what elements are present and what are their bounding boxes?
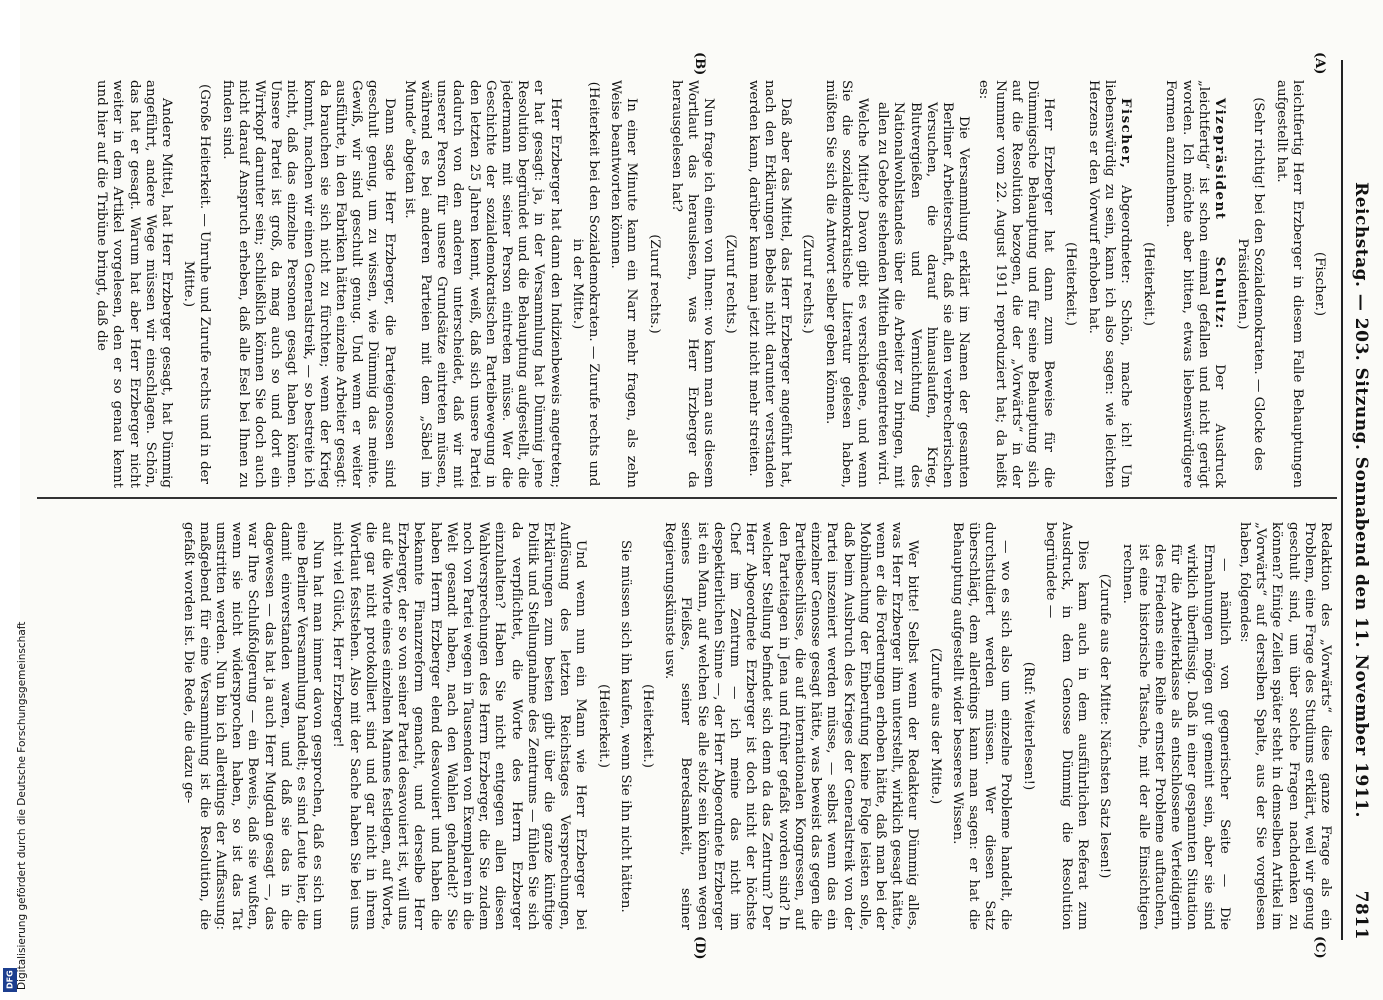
paragraph <box>975 80 1056 488</box>
paragraph-text: (Ruf: Weiterlesen!) <box>1020 661 1036 791</box>
paragraph <box>1096 522 1112 930</box>
paragraph-text: (Fischer.) <box>1312 251 1327 317</box>
paragraph-text: Dies kam auch in dem ausführlichen Referat zum Ausdruck, in dem Genosse Dümmig die Resolution begründete — <box>1042 522 1091 930</box>
paragraph-text: Die Versammlung erklärt im Namen der gesamten Berliner Arbeiterschaft, daß sie allen verbrecherischen Versuchen, die darauf hinauslaufen, Krieg, Blutvergießen und Vernichtung des Nationalwohlstandes über die Arbeiter zu bringen, mit allen zu Gebote stehenden Mitteln entgegentreten wird. <box>875 102 972 488</box>
paragraph-text: (Zuruf rechts.) <box>723 234 739 334</box>
footer-credit-bar <box>0 0 28 1000</box>
paragraph <box>401 80 563 488</box>
paragraph <box>1042 522 1091 930</box>
paragraph-text: (Heiterkeit.) <box>640 684 656 768</box>
paragraph <box>617 522 633 930</box>
paragraph <box>218 80 396 488</box>
paragraph <box>594 522 610 930</box>
paragraph <box>949 522 1014 930</box>
right-text-column <box>43 522 1333 930</box>
page-header <box>1345 60 1371 940</box>
paragraph <box>93 80 174 488</box>
speaker-name: Vizepräsident Schultz: <box>1211 98 1228 330</box>
paragraph-text: (Zurufe aus der Mitte.) <box>927 647 943 805</box>
paragraph-text: Der Ausdruck „leichtfertig“ ist schon einmal gefallen und nicht gerügt worden. Ich möchte aber bitten, etwas liebenswürdigere Formen anzunehmen. <box>1163 80 1227 488</box>
paragraph-text: leichtfertig Herr Erzberger in diesem Falle Behauptungen aufgestellt hat. <box>1273 80 1305 488</box>
paragraph-text: Wer bitte! Selbst wenn der Redakteur Dümmig alles, was Herr Erzberger ihm unterstellt, wirklich gesagt hätte, wenn er die Forderungen erhoben hätte, daß man bei der Mobilmachung der Einberufung keine Folge leisten solle, daß beim Ausbruch des Krieges der Generalstreik von der Partei inszeniert werden müsse, — selbst wenn das ein einzelner Genosse gesagt hätte, was beweist das gegen die Parteibeschlüsse, die auf internationalen Kongressen, auf den Parteitagen in Jena und früher gefaßt worden sind? In welcher Stellung befindet sich denn da das Zentrum? Der Herr Abgeordnete Erzberger ist doch nicht der höchste Chef im Zentrum — ich meine das nicht im despektierlichen Sinne —, der Herr Abgeordnete Erzberger ist ein Mann, auf welchen Sie alle stolz sein können wegen seines Fleißes, seiner Beredsamkeit, seiner Regierungskünste usw. <box>662 522 921 930</box>
margin-marker-d: (D) <box>692 936 707 960</box>
paragraph-text: Welche Mittel? Davon gibt es verschiedene, und wenn Sie die sozialdemokratische Literatur gelesen haben, müßten Sie sich die Antwort selber geben können. <box>822 80 870 488</box>
paragraph-text: Und wenn nun ein Mann wie Herr Erzberger bei Auflösung des letzten Reichstages Versprechungen, Erklärungen zum besten gibt über die ganze künftige Politik und Stellungnahme des Zentrums — fühlen Sie sich da verpflichtet, die Worte des Herrn Erzberger einzuhalten? Haben Sie nicht entgegen allen diesen Wahlversprechungen des Herrn Erzberger, die Sie zudem noch von Partei wegen in Tausenden von Exemplaren in die Welt gesandt haben, nach den Wahlen gehandelt? Sie haben Herrn Erzberger elend desavouiert und haben die bekannte Finanzreform gemacht, und derselbe Herr Erzberger, der so von seiner Partei desavouiert ist, will uns auf die Worte eines einzelnen Mannes festlegen, auf Worte, die gar nicht protokolliert sind und gar nicht in ihrem Wortlaut feststehen. Also mit der Sache haben Sie bei uns nicht viel Glück, Herr Erzberger! <box>330 522 589 930</box>
paragraph <box>661 522 920 930</box>
paragraph <box>722 80 738 488</box>
paragraph <box>639 522 655 930</box>
margin-marker-a: (A) <box>1312 52 1327 75</box>
left-text-column <box>43 80 1333 488</box>
paragraph-text: (Zuruf rechts.) <box>646 234 662 334</box>
paragraph <box>799 80 815 488</box>
paragraph <box>569 80 601 488</box>
paragraph <box>1162 80 1228 488</box>
paragraph <box>645 80 661 488</box>
paragraph-text: Abgeordneter: Schön, mache ich! Um liebenswürdig zu sein, kann ich also sagen: wie leichten Herzens er den Vorwurf erhoben hat. <box>1085 80 1133 488</box>
page-number: 7811 <box>1351 890 1371 940</box>
paragraph <box>1118 544 1231 930</box>
paragraph <box>1311 80 1327 488</box>
paragraph-text: Sie müssen sich ihn kaufen, wenn Sie ihn nicht hätten. <box>617 540 633 913</box>
paragraph-text: Andere Mittel, hat Herr Erzberger gesagt, hat Dümmig angeführt, andere Wege müssen wir einschlagen. Schön, das hat er gesagt. Warum hat aber Herr Erzberger nicht weiter in dem Artikel vorgelesen, den er so genau kennt und hier auf die Tribüne bringt, daß die <box>94 80 174 488</box>
header-title: Reichstag. — 203. Sitzung. Sonnabend den 11. November 1911. <box>1351 182 1371 818</box>
column-divider <box>37 497 1337 499</box>
paragraph-text: (Heiterkeit.) <box>1141 242 1157 326</box>
paragraph <box>180 80 212 488</box>
paragraph-text: Redaktion des „Vorwärts“ diese ganze Frage als ein Problem, eine Frage des Studiums erklärt, weil wir genug geschult sind, um über solche Fragen nachdenken zu können? Einige Zeilen später steht in demselben Artikel im „Vorwärts“ auf derselben Spalte, aus der Sie vorgelesen haben, folgendes: <box>1236 522 1333 930</box>
paragraph-text: (Zurufe aus der Mitte: Nächsten Satz lesen!) <box>1097 573 1113 879</box>
paragraph-text: Herr Erzberger hat dann den Indizienbeweis angetreten; er hat gesagt: ja, in der Versammlung hat Dümmig jene Resolution begründet und die Behauptung aufgestellt, die jedermann mit seiner Person eintreten müsse. Wer die Geschichte der sozialdemokratischen Parteibewegung in den letzten 25 Jahren kennt, weiß, daß sich unsere Partei dadurch von den anderen unterscheidet, daß wir mit unserer Person für unsere Grundsätze eintreten müssen, während es bei anderen Parteien mit dem „Säbel im Munde“ abgetan ist. <box>401 80 563 488</box>
paragraph <box>1140 80 1156 488</box>
paragraph <box>1236 522 1333 930</box>
paragraph-text: (Heiterkeit bei den Sozialdemokraten. — Zurufe rechts und in der Mitte.) <box>569 81 602 487</box>
header-rule <box>1341 60 1343 940</box>
paragraph-text: (Große Heiterkeit. — Unruhe und Zurufe rechts und in der Mitte.) <box>181 84 213 484</box>
paragraph <box>926 522 942 930</box>
paragraph-text: Nun frage ich einen von Ihnen: wo kann man aus diesem Wortlaut das herauslesen, was Herr Erzberger da herausgelesen hat? <box>668 80 717 488</box>
footer-credit: Digitalisierung gefördert durch die Deutsche Forschungsgemeinschaft <box>16 621 28 990</box>
paragraph-text: (Sehr richtig! bei den Sozialdemokraten. — Glocke des Präsidenten.) <box>1235 97 1267 471</box>
dfg-logo: DFG <box>3 968 17 992</box>
paragraph <box>874 102 971 488</box>
paragraph <box>179 522 325 930</box>
paragraph-text: Daß aber das Mittel, das Herr Erzberger angeführt hat, nach den Erklärungen Bebels nicht darunter verstanden werden kann, darüber kann man jetzt nicht mehr streiten. <box>745 80 794 488</box>
paragraph-text: (Zuruf rechts.) <box>800 234 816 334</box>
paragraph <box>668 80 717 488</box>
paragraph <box>1019 522 1035 930</box>
paragraph-text: In einer Minute kann ein Narr mehr fragen, als zehn Weise beantworten können. <box>608 80 640 488</box>
speaker-name: Fischer, <box>1117 98 1134 170</box>
paragraph <box>329 522 588 930</box>
paragraph <box>745 80 794 488</box>
paragraph <box>1234 80 1266 488</box>
paragraph <box>1272 80 1304 488</box>
paragraph-text: — nämlich von gegnerischer Seite — Die Ermahnungen mögen gut gemeint sein, aber sie sind wirklich überflüssig. Daß in einer gespannten Situation für die Arbeiterklasse als entschlossene Verteidigerin des Friedens eine Reihe ernster Probleme auftauchen, ist eine historische Tatsache, mit der alle Einsichtigen rechnen. <box>1119 544 1232 930</box>
margin-marker-b: (B) <box>692 52 707 76</box>
paragraph-text: (Heiterkeit.) <box>1063 242 1079 326</box>
paragraph <box>1084 80 1134 488</box>
paragraph <box>821 80 870 488</box>
paragraph-text: Nun hat man immer davon gesprochen, daß es sich um eine Berliner Versammlung handelt; es sind Leute hier, die damit einverstanden waren, und daß sie das in die dagewesen — das hat ja auch Herr Mugdan gesagt —, das war Ihre Schlußfolgerung — ein Beweis, daß sie wußten, wenn sie nicht widersprochen haben, so ist das Tat umstritten werden. Nun bin ich allerdings der Auffassung: maßgebend für eine Versammlung ist die Resolution, die gefaßt worden ist. Die Rede, die dazu ge- <box>180 522 326 930</box>
paragraph-text: Herr Erzberger hat dann zum Beweise für die Dümmigsche Behauptung und für seine Behauptung sich auf die Resolution bezogen, die der „Vorwärts“ in der Nummer vom 22. August 1911 reproduziert hat; da heißt es: <box>976 80 1057 488</box>
margin-marker-c: (C) <box>1312 936 1327 959</box>
paragraph-text: Dann sagte Herr Erzberger, die Parteigenossen sind geschult genug, um zu wissen, wie Dümmig das meinte. Gewiß, wir sind geschult genug. Und wenn er weiter ausführte, in den Fabriken hätten einzelne Arbeiter gesagt: da brauchen sie sich nicht zu fürchten; wenn der Krieg kommt, machen wir einen Generalstreik, — so bestreite ich nicht, daß das einzelne Personen gesagt haben können. Unsere Partei ist groß, da mag auch so und dort ein Wirrkopf darunter sein; schließlich können Sie doch auch nicht darauf Anspruch erheben, daß alle Esel bei Ihnen zu finden sind. <box>219 80 397 488</box>
paragraph <box>1062 80 1078 488</box>
paragraph-text: — wo es sich also um einzelne Probleme handelt, die durchstudiert werden müssen. Wer diesen Satz überschlägt, dem allerdings kann man sagen: er hat die Behauptung aufgestellt wider besseres Wissen. <box>949 522 1014 930</box>
paragraph-text: (Heiterkeit.) <box>595 684 611 768</box>
paragraph <box>607 80 639 488</box>
